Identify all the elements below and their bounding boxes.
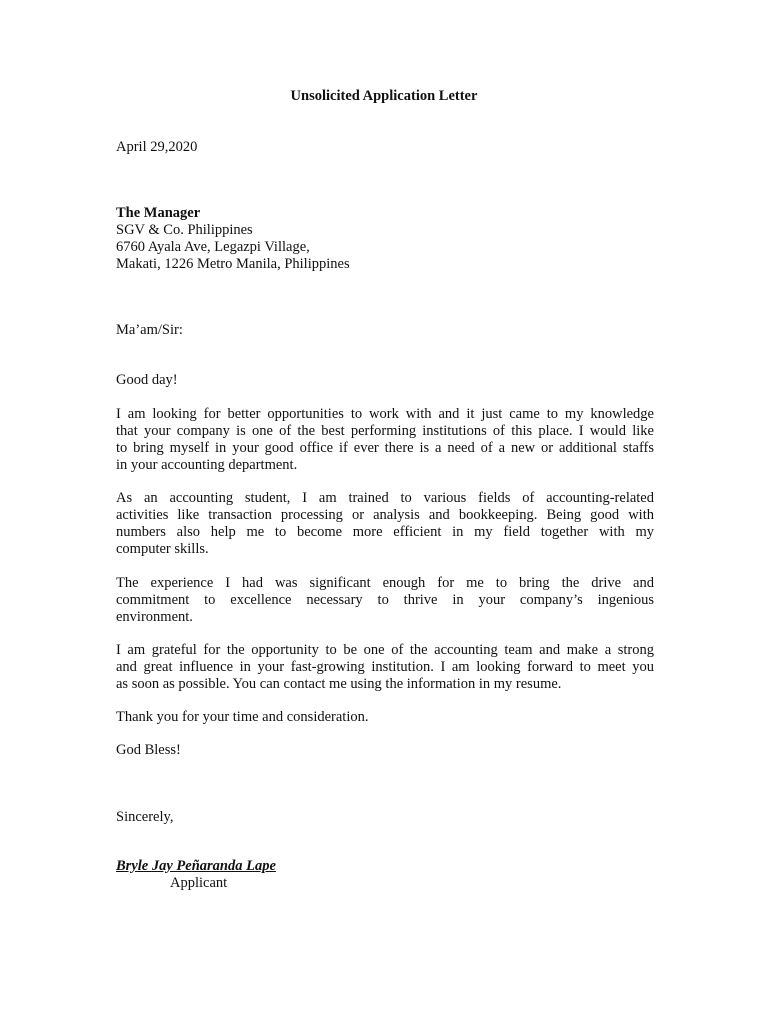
letter-date: [116, 139, 654, 156]
paragraph-line: activities like transaction processing or analysis and bookkeeping. Being good with: [116, 507, 654, 523]
letter-title: Unsolicited Application Letter: [290, 88, 478, 104]
paragraph-line: I am grateful for the opportunity to be one of the accounting team and make a strong: [116, 642, 654, 658]
body-paragraph-1: [116, 406, 654, 474]
paragraph-line: commitment to excellence necessary to thrive in your company’s ingenious: [116, 592, 654, 608]
greeting-text: Good day!: [116, 372, 178, 388]
body-paragraph-2: [116, 490, 654, 558]
date-text: April 29,2020: [116, 139, 198, 155]
signature-name: Bryle Jay Peñaranda Lape: [116, 858, 276, 874]
paragraph-line: as soon as possible. You can contact me using the information in my resume.: [116, 676, 562, 692]
paragraph-line: that your company is one of the best performing institutions of this place. I would like: [116, 423, 654, 439]
salutation: [116, 322, 654, 339]
paragraph-line: computer skills.: [116, 541, 209, 557]
paragraph-line: The experience I had was significant enough for me to bring the drive and: [116, 575, 654, 591]
paragraph-line: environment.: [116, 609, 193, 625]
paragraph-line: and great influence in your fast-growing institution. I am looking forward to meet you: [116, 659, 654, 675]
thanks: [116, 709, 654, 726]
thanks-text: Thank you for your time and consideration.: [116, 709, 369, 725]
paragraph-line: in your accounting department.: [116, 457, 298, 473]
salutation-text: Ma’am/Sir:: [116, 322, 183, 338]
blessing: [116, 742, 654, 759]
blessing-text: God Bless!: [116, 742, 181, 758]
closing: [116, 809, 654, 826]
recipient-address-line1: 6760 Ayala Ave, Legazpi Village,: [116, 239, 310, 255]
body-paragraph-3: [116, 575, 654, 626]
body-paragraph-4: [116, 642, 654, 693]
paragraph-line: numbers also help me to become more efficient in my field together with my: [116, 524, 654, 540]
paragraph-line: As an accounting student, I am trained to various fields of accounting-related: [116, 490, 654, 506]
paragraph-line: to bring myself in your good office if ever there is a need of a new or additional staffs: [116, 440, 654, 456]
greeting: [116, 372, 654, 389]
recipient-company: SGV & Co. Philippines: [116, 222, 253, 238]
recipient-name: The Manager: [116, 205, 201, 221]
closing-text: Sincerely,: [116, 809, 174, 825]
recipient-address-line2: Makati, 1226 Metro Manila, Philippines: [116, 256, 350, 272]
paragraph-line: I am looking for better opportunities to work with and it just came to my knowledge: [116, 406, 654, 422]
recipient-block: [116, 205, 654, 273]
signature-role: Applicant: [170, 875, 228, 891]
